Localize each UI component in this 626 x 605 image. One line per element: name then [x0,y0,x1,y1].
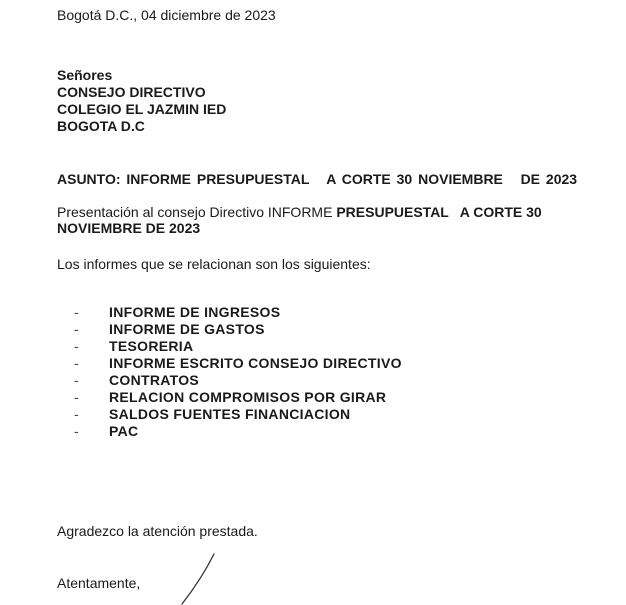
list-item [74,355,402,372]
subject-line [57,171,577,187]
list-bullet: - [74,372,79,388]
report-item-label: PAC [109,423,139,439]
list-item [74,423,402,440]
list-item [74,389,402,406]
list-item [74,321,402,338]
list-item [74,338,402,355]
report-item-label: RELACION COMPROMISOS POR GIRAR [109,389,387,405]
addressee-line-2: COLEGIO EL JAZMIN IED [57,101,227,117]
intro-second-line: NOVIEMBRE DE 2023 [57,220,201,236]
report-item-label: CONTRATOS [109,372,200,388]
list-bullet: - [74,321,79,337]
list-item [74,304,402,321]
addressee-block [57,67,226,135]
addressee-line-1: CONSEJO DIRECTIVO [57,84,206,100]
addressee-line-3: BOGOTA D.C [57,118,145,134]
report-list [74,304,402,440]
intro-bold-part: PRESUPUESTAL A CORTE 30 [336,204,542,220]
intro-prefix: Presentación al consejo Directivo INFORME [57,204,337,220]
report-item-label: INFORME DE INGRESOS [109,304,281,320]
list-item [74,372,402,389]
date-line: Bogotá D.C., 04 diciembre de 2023 [57,7,276,23]
list-bullet: - [74,423,79,439]
signature-stroke-icon [178,552,218,605]
intro-paragraph [57,204,542,236]
list-bullet: - [74,355,79,371]
listing-intro: Los informes que se relacionan son los siguientes: [57,256,371,272]
list-bullet: - [74,389,79,405]
report-item-label: TESORERIA [109,338,194,354]
subject-text: ASUNTO: INFORME PRESUPUESTAL A CORTE 30 NOVIEMBRE DE 2023 [57,171,578,187]
report-item-label: SALDOS FUENTES FINANCIACION [109,406,351,422]
list-item [74,406,402,423]
list-bullet: - [74,406,79,422]
report-item-label: INFORME ESCRITO CONSEJO DIRECTIVO [109,355,402,371]
list-bullet: - [74,338,79,354]
list-bullet: - [74,304,79,320]
closing-regards: Atentamente, [57,575,141,591]
closing-thanks: Agradezco la atención prestada. [57,523,258,539]
report-item-label: INFORME DE GASTOS [109,321,265,337]
addressee-salutation: Señores [57,67,113,83]
